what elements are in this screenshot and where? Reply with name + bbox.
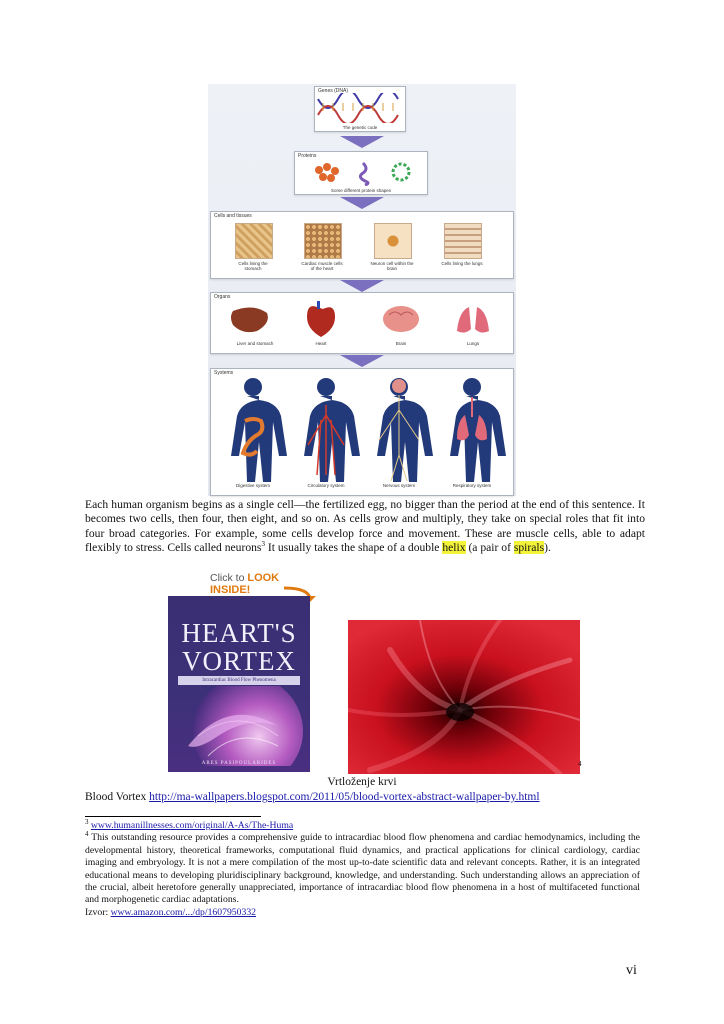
neuron-cell-image bbox=[374, 223, 412, 259]
image-footnote-marker[interactable]: 4 bbox=[578, 760, 582, 768]
genes-caption: The genetic code bbox=[342, 125, 378, 130]
book-cover[interactable] bbox=[168, 596, 310, 772]
organs-caption-2: Heart bbox=[315, 341, 327, 346]
book-cover-art bbox=[168, 686, 310, 766]
proteins-caption: Some different protein shapes bbox=[331, 188, 391, 193]
proteins-panel-title: Proteins bbox=[298, 153, 317, 159]
book-author: ARES PASIPOULARIDES bbox=[201, 761, 277, 766]
book-title-line2: VORTEX bbox=[182, 646, 296, 676]
footnote-3-link[interactable]: www.humanillnesses.com/original/A-As/The-Huma bbox=[90, 820, 294, 831]
paragraph-text-4: ). bbox=[544, 540, 551, 554]
protein-shapes-icon bbox=[297, 158, 427, 186]
highlight-helix: helix bbox=[442, 540, 466, 554]
footnotes bbox=[85, 817, 640, 919]
book-title-line1: HEART'S bbox=[181, 618, 297, 648]
footnote-3 bbox=[85, 817, 640, 832]
systems-caption-2: Circulatory system bbox=[307, 483, 345, 488]
down-arrow-icon bbox=[340, 355, 384, 367]
systems-caption-3: Nervous system bbox=[382, 483, 416, 488]
organs-caption-1: Liver and stomach bbox=[236, 341, 274, 346]
cells-panel bbox=[210, 211, 514, 279]
organs-panel bbox=[210, 292, 514, 354]
footnote-separator bbox=[85, 816, 261, 817]
cells-caption-2: Cardiac muscle cells of the heart bbox=[301, 261, 343, 271]
down-arrow-icon bbox=[340, 280, 384, 292]
paragraph-text-1: Each human organism begins as a single cell—the fertilized egg, no bigger than the period at the end of this sentence. It becomes two cells, then four, then eight, and so on. As cells grow and multiply, they take on special roles that fit into four broad categories. For example, some cells develop force and movement. These are muscle cells, able to adapt flexibly to stress. Cells called neurons bbox=[85, 498, 645, 554]
look-inside-label: LOOK INSIDE! bbox=[210, 572, 280, 596]
footnote-4-text: This outstanding resource provides a comprehensive guide to intracardiac blood flow phenomena and cardiac hemodynamics, including the developmental history, theoretical frameworks, computational fluid dynamics, and practical applications for clinical cardiology, cardiac imaging and embryology. It is not a mere compilation of the most up-to-date scientific data and relevant concepts. Rather, it is an integrated educational means to developing pluridisciplinary background, knowledge, and understanding. Such understanding allows an appreciation of the crucial, albeit heretofore generally unappreciated, importance of intracardiac blood flow phenomena in a host of multifaceted functional and morphogenetic cardiac adaptations. bbox=[85, 832, 640, 906]
biology-hierarchy-diagram bbox=[208, 84, 516, 496]
footnote-3-number: 3 bbox=[85, 817, 89, 826]
systems-panel bbox=[210, 368, 514, 496]
body-paragraph bbox=[85, 498, 645, 555]
izvor-prefix: Izvor: bbox=[85, 906, 111, 918]
highlight-spirals: spirals bbox=[513, 540, 545, 554]
cardiac-cells-image bbox=[304, 223, 342, 259]
dna-helix-icon bbox=[316, 93, 406, 123]
source-link[interactable]: http://ma-wallpapers.blogspot.com/2011/05/blood-vortex-abstract-wallpaper-by.html bbox=[149, 791, 540, 803]
cells-caption-4: Cells lining the lungs bbox=[441, 261, 483, 266]
footnote-izvor bbox=[85, 907, 640, 919]
paragraph-text-3: (a pair of bbox=[465, 540, 514, 554]
organs-caption-3: Brain bbox=[395, 341, 407, 346]
systems-caption-1: Digestive system bbox=[235, 483, 270, 488]
footnote-4-number: 4 bbox=[85, 830, 89, 839]
systems-panel-title: Systems bbox=[214, 370, 234, 376]
izvor-link[interactable]: www.amazon.com/.../dp/1607950332 bbox=[110, 906, 257, 918]
footnote-ref-3[interactable]: 3 bbox=[261, 540, 265, 549]
systems-caption-4: Respiratory system bbox=[452, 483, 492, 488]
image-caption: Vrtloženje krvi bbox=[327, 776, 397, 788]
proteins-panel bbox=[294, 151, 428, 195]
look-inside-prefix: Click to bbox=[210, 572, 248, 584]
organs-illustration bbox=[213, 299, 513, 339]
book-subtitle: Intracardiac Blood Flow Phenomena bbox=[178, 676, 300, 685]
cells-caption-3: Neuron cell within the brain bbox=[370, 261, 414, 271]
image-source bbox=[85, 791, 540, 803]
page-number: vi bbox=[626, 963, 637, 978]
paragraph-text-2: It usually takes the shape of a double bbox=[264, 540, 443, 554]
body-systems-illustration bbox=[213, 375, 513, 487]
genes-panel bbox=[314, 86, 406, 132]
down-arrow-icon bbox=[340, 136, 384, 148]
organs-caption-4: Lungs bbox=[466, 341, 480, 346]
blood-vortex-image bbox=[348, 620, 580, 774]
lung-cells-image bbox=[444, 223, 482, 259]
footnote-4 bbox=[85, 832, 640, 906]
stomach-cells-image bbox=[235, 223, 273, 259]
cells-panel-title: Cells and tissues bbox=[214, 213, 252, 219]
organs-panel-title: Organs bbox=[214, 294, 231, 300]
genes-panel-title: Genes (DNA) bbox=[318, 88, 349, 94]
cells-caption-1: Cells lining the stomach bbox=[238, 261, 268, 271]
source-prefix: Blood Vortex bbox=[85, 791, 150, 803]
down-arrow-icon bbox=[340, 197, 384, 209]
